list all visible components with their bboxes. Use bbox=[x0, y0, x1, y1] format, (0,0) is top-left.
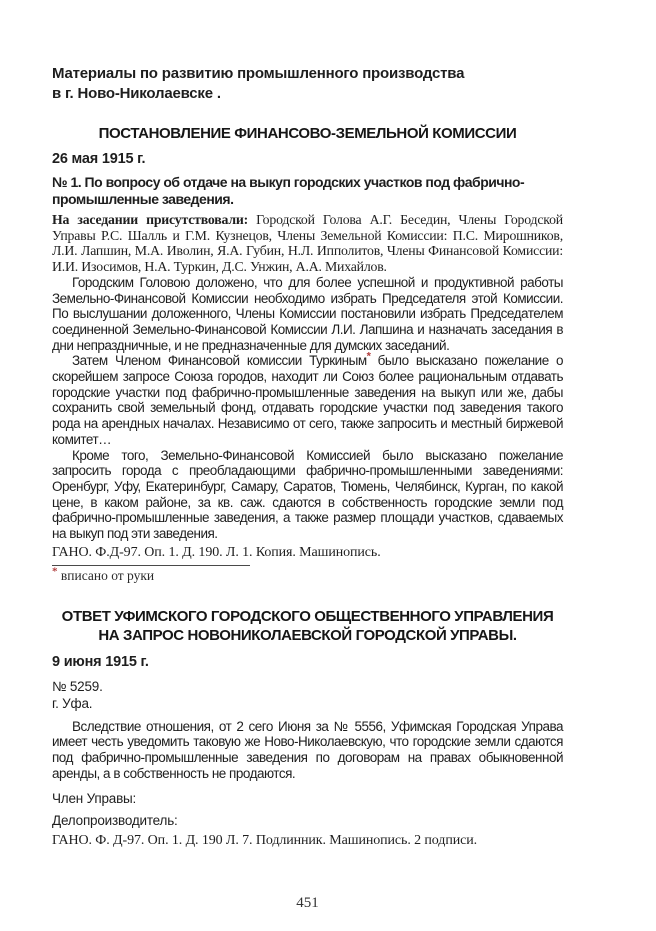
doc1-date: 26 мая 1915 г. bbox=[52, 151, 146, 167]
doc1-paragraph-1: Городским Головою доложено, что для более успешной и продуктивной работы Земельно-Финансовой Комиссии необходимо избрать Председателя этой Комиссии. По выслушании доложенного, Члены Комиссии постановили избрать Председателем соединенной Земельно-Финансовой Комиссии Л.И. Лапшина и назначать заседания в дни непраздничные, и не предназначенные для думских заседаний. bbox=[52, 274, 563, 353]
intro-line2: в г. Ново-Николаевске . bbox=[52, 85, 221, 102]
para2-text-after: было высказано пожелание о скорейшем запросе Союза городов, находит ли Союз более рациональным отдавать городские участки под фабрично-промышленные заведения на выкуп или же, дабы сохранить свой земельный фонд, отдавать городские участки под заведения такого рода на арендных началах. Независимо от сего, также запросить и местный биржевой комитет… bbox=[52, 353, 563, 447]
doc1-subject: № 1. По вопросу об отдаче на выкуп городских участков под фабрично-промышленные заведения. bbox=[52, 174, 525, 207]
doc2-title-line2: НА ЗАПРОС НОВОНИКОЛАЕВСКОЙ ГОРОДСКОЙ УПРАВЫ. bbox=[98, 627, 517, 645]
doc2-number: № 5259. bbox=[52, 678, 103, 694]
doc2-date: 9 июня 1915 г. bbox=[52, 653, 149, 670]
section-intro bbox=[52, 64, 563, 104]
attendees-label: На заседании присутствовали: bbox=[52, 212, 248, 227]
footnote-text: вписано от руки bbox=[57, 567, 155, 583]
doc2-title-line1: ОТВЕТ УФИМСКОГО ГОРОДСКОГО ОБЩЕСТВЕННОГО УПРАВЛЕНИЯ bbox=[61, 607, 554, 625]
footnote-marker: * bbox=[366, 350, 371, 363]
para2-text-before: Затем Членом Финансовой комиссии Туркиным bbox=[72, 353, 367, 369]
page-number: 451 bbox=[296, 894, 319, 911]
doc2-body-paragraph: Вследствие отношения, от 2 сего Июня за № 5556, Уфимская Городская Управа имеет честь уведомить таковую же Ново-Николаевскую, что городские земли сдаются под фабрично-промышленные заведения по договорам на правах обыкновенной аренды, а в собственность не продаются. bbox=[52, 718, 563, 781]
doc2-member-line: Член Управы: bbox=[52, 790, 137, 806]
footnote-star: * bbox=[52, 565, 58, 578]
doc2-clerk-line: Делопроизводитель: bbox=[52, 812, 178, 828]
doc2-city: г. Уфа. bbox=[52, 695, 93, 711]
footnote-divider bbox=[52, 565, 250, 566]
doc1-attendees-paragraph bbox=[52, 212, 563, 275]
attendees-list: Городской Голова А.Г. Беседин, Члены Городской Управы Р.С. Шалль и Г.М. Кузнецов, Члены Земельной Комиссии: П.С. Мирошников, Л.И. Лапшин, М.А. Иволин, Я.А. Губин, Н.Л. Ипполитов, Члены Финансовой Комиссии: И.И. Изосимов, Н.А. Туркин, Д.С. Унжин, А.А. Михайлов. bbox=[52, 212, 563, 275]
doc1-archive-source: ГАНО. Ф.Д-97. Оп. 1. Д. 190. Л. 1. Копия. Машинопись. bbox=[52, 544, 381, 560]
doc2-archive-source: ГАНО. Ф. Д-97. Оп. 1. Д. 190 Л. 7. Подлинник. Машинопись. 2 подписи. bbox=[52, 832, 478, 848]
doc1-title: ПОСТАНОВЛЕНИЕ ФИНАНСОВО-ЗЕМЕЛЬНОЙ КОМИССИИ bbox=[98, 125, 517, 142]
doc2-title bbox=[52, 607, 563, 646]
intro-line1: Материалы по развитию промышленного производства bbox=[52, 65, 465, 82]
doc1-paragraph-2 bbox=[52, 350, 563, 447]
footnote bbox=[52, 565, 563, 583]
doc1-paragraph-3: Кроме того, Земельно-Финансовой Комиссией было высказано пожелание запросить города с преобладающими фабрично-промышленными заведениями: Оренбург, Уфу, Екатеринбург, Самару, Саратов, Тюмень, Челябинск, Курган, по какой цене, в каком районе, за кв. саж. сдаются в собственность городские земли под фабрично-промышленные заведения, а также размер площади участков, сдаваемых на выкуп под эти заведения. bbox=[52, 447, 563, 542]
